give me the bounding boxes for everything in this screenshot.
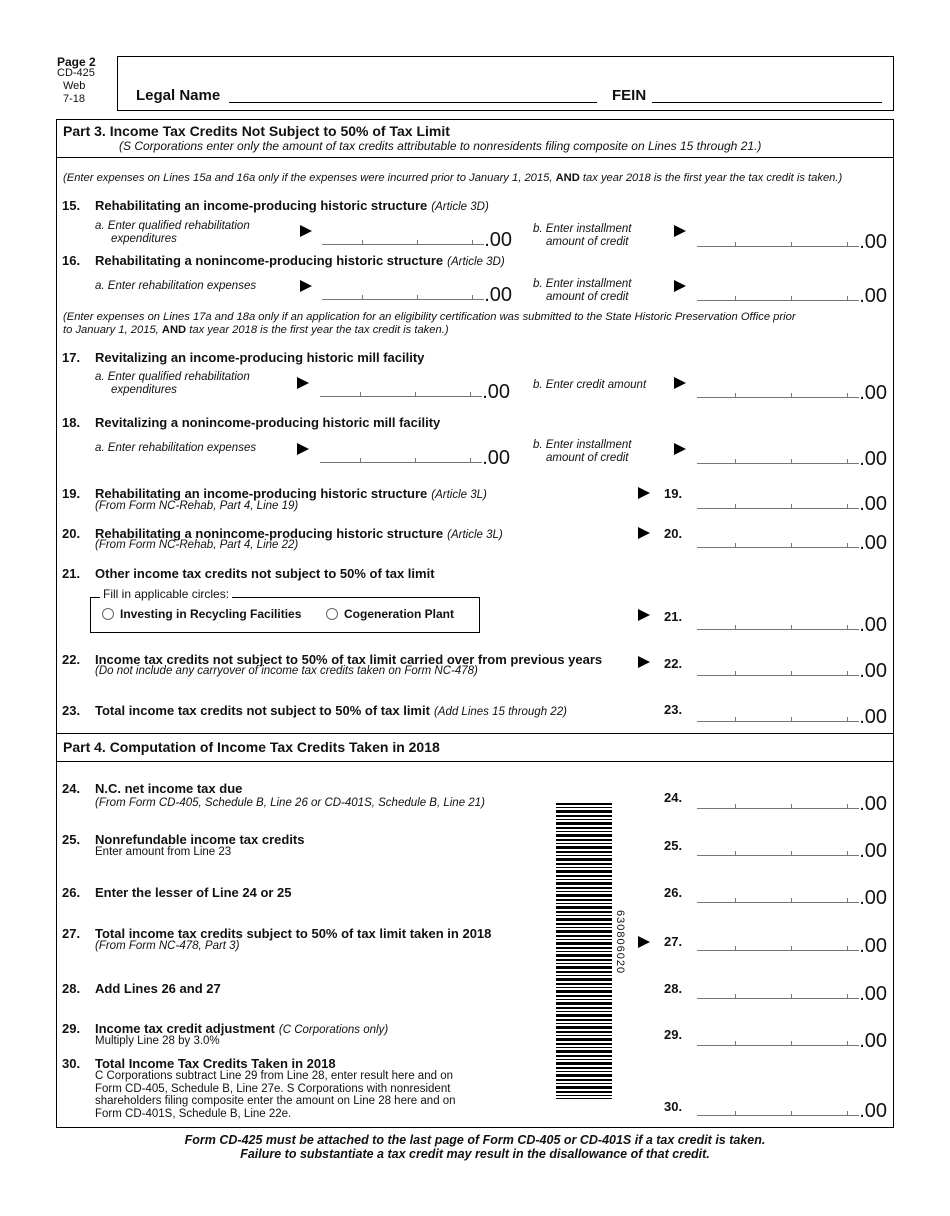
line-16a-label: a. Enter rehabilitation expenses (95, 280, 257, 292)
line-29-number: 29. (62, 1021, 81, 1036)
line-23-ref-label: 23. (664, 702, 683, 717)
line-18a-amount-field[interactable]: .00 (320, 444, 510, 466)
line-27-ref-label: 27. (664, 934, 683, 949)
line-24-title: N.C. net income tax due (95, 781, 243, 796)
form-edition: Web (63, 80, 86, 92)
part4-title: Part 4. Computation of Income Tax Credits Taken in 2018 (63, 739, 440, 755)
footer-line-2: Failure to substantiate a tax credit may result in the disallowance of that credit. (240, 1147, 710, 1161)
line-20-amount-field[interactable]: .00 (697, 529, 887, 551)
line-16-title: Rehabilitating a nonincome-producing historic structure (Article 3D) (95, 253, 505, 268)
line-26-number: 26. (62, 885, 81, 900)
line-20-number: 20. (62, 526, 81, 541)
line-24-subtext: (From Form CD-405, Schedule B, Line 26 or CD-401S, Schedule B, Line 21) (95, 797, 485, 809)
line-28-number: 28. (62, 981, 81, 996)
cogeneration-option[interactable]: Cogeneration Plant (326, 607, 454, 621)
line-27-subtext: (From Form NC-478, Part 3) (95, 940, 240, 952)
line-16a-amount-field[interactable]: .00 (322, 281, 512, 303)
line-29-title: Income tax credit adjustment (C Corporations only) (95, 1021, 389, 1036)
line-21-number: 21. (62, 566, 81, 581)
line-24-number: 24. (62, 781, 81, 796)
line-15b-label: b. Enter installment amount of credit (533, 223, 632, 248)
line-22-number: 22. (62, 652, 81, 667)
line-23-amount-field[interactable]: .00 (697, 703, 887, 725)
line-17-number: 17. (62, 350, 81, 365)
line-18a-label: a. Enter rehabilitation expenses (95, 442, 257, 454)
line-18b-label: b. Enter installment amount of credit (533, 439, 632, 464)
line-17b-arrow-icon (674, 377, 686, 389)
part4-top-divider (56, 733, 894, 734)
line-26-title: Enter the lesser of Line 24 or 25 (95, 885, 292, 900)
part3-note-2: (Enter expenses on Lines 17a and 18a only if an application for an eligibility certification was submitted to the State Historic Preservation Office prior to January 1, 2015, AND tax year 2018 is the first year the tax credit is taken.) (63, 311, 796, 336)
line-20-ref-label: 20. (664, 526, 683, 541)
line-28-title: Add Lines 26 and 27 (95, 981, 221, 996)
line-25-ref-label: 25. (664, 838, 683, 853)
barcode-number: 630806020 (614, 910, 626, 975)
fein-label: FEIN (612, 87, 647, 104)
line-17a-label: a. Enter qualified rehabilitation expenditures (95, 371, 250, 396)
line-19-ref-label: 19. (664, 486, 683, 501)
line-30-title: Total Income Tax Credits Taken in 2018 (95, 1056, 336, 1071)
line-30-number: 30. (62, 1056, 81, 1071)
line-21-ref-label: 21. (664, 609, 683, 624)
line-21-fill-label: Fill in applicable circles: (100, 587, 232, 601)
line-21-title: Other income tax credits not subject to 50% of tax limit (95, 566, 435, 581)
line-21-amount-field[interactable]: .00 (697, 611, 887, 633)
line-22-ref-label: 22. (664, 656, 683, 671)
line-22-subtext: (Do not include any carryover of income tax credits taken on Form NC-478) (95, 665, 478, 677)
line-22-amount-field[interactable]: .00 (697, 657, 887, 679)
line-30-amount-field[interactable]: .00 (697, 1097, 887, 1119)
line-15a-arrow-icon (300, 225, 312, 237)
fein-field[interactable] (652, 102, 882, 103)
line-29-amount-field[interactable]: .00 (697, 1027, 887, 1049)
line-16-number: 16. (62, 253, 81, 268)
line-19-title: Rehabilitating an income-producing historic structure (Article 3L) (95, 486, 487, 501)
line-22-arrow-icon (638, 656, 650, 668)
line-17a-amount-field[interactable]: .00 (320, 378, 510, 400)
line-24-ref-label: 24. (664, 790, 683, 805)
line-28-amount-field[interactable]: .00 (697, 980, 887, 1002)
line-20-title: Rehabilitating a nonincome-producing historic structure (Article 3L) (95, 526, 503, 541)
part4-bottom-divider (56, 761, 894, 762)
legal-name-label: Legal Name (136, 87, 221, 104)
line-24-amount-field[interactable]: .00 (697, 790, 887, 812)
part3-subtitle: (S Corporations enter only the amount of tax credits attributable to nonresidents filing composite on Lines 15 through 21.) (119, 139, 762, 153)
line-15a-amount-field[interactable]: .00 (322, 226, 512, 248)
line-18-number: 18. (62, 415, 81, 430)
form-number: CD-425 (57, 67, 95, 79)
line-26-amount-field[interactable]: .00 (697, 884, 887, 906)
line-20-subtext: (From Form NC-Rehab, Part 4, Line 22) (95, 539, 299, 551)
line-17b-amount-field[interactable]: .00 (697, 379, 887, 401)
cogeneration-radio[interactable] (326, 608, 338, 620)
line-16a-arrow-icon (300, 280, 312, 292)
line-29-ref-label: 29. (664, 1027, 683, 1042)
recycling-radio[interactable] (102, 608, 114, 620)
line-16b-arrow-icon (674, 280, 686, 292)
line-15b-amount-field[interactable]: .00 (697, 228, 887, 250)
line-15a-label: a. Enter qualified rehabilitation expenditures (95, 220, 250, 245)
line-16b-amount-field[interactable]: .00 (697, 282, 887, 304)
line-18b-amount-field[interactable]: .00 (697, 445, 887, 467)
line-16b-label: b. Enter installment amount of credit (533, 278, 632, 303)
recycling-option[interactable]: Investing in Recycling Facilities (102, 607, 301, 621)
line-19-subtext: (From Form NC-Rehab, Part 4, Line 19) (95, 500, 299, 512)
line-18-title: Revitalizing a nonincome-producing historic mill facility (95, 415, 441, 430)
line-23-number: 23. (62, 703, 81, 718)
line-27-arrow-icon (638, 936, 650, 948)
part3-title: Part 3. Income Tax Credits Not Subject to 50% of Tax Limit (63, 123, 450, 139)
part3-note-1: (Enter expenses on Lines 15a and 16a only if the expenses were incurred prior to January 1, 2015, AND tax year 2018 is the first year the tax credit is taken.) (63, 172, 843, 184)
line-15-number: 15. (62, 198, 81, 213)
line-26-ref-label: 26. (664, 885, 683, 900)
line-23-title: Total income tax credits not subject to 50% of tax limit (Add Lines 15 through 22) (95, 703, 567, 718)
line-25-amount-field[interactable]: .00 (697, 837, 887, 859)
line-27-title: Total income tax credits subject to 50% of tax limit taken in 2018 (95, 926, 492, 941)
line-15-title: Rehabilitating an income-producing historic structure (Article 3D) (95, 198, 489, 213)
line-27-number: 27. (62, 926, 81, 941)
line-29-subtext: Multiply Line 28 by 3.0% (95, 1035, 220, 1047)
line-20-arrow-icon (638, 527, 650, 539)
line-19-amount-field[interactable]: .00 (697, 490, 887, 512)
line-19-arrow-icon (638, 487, 650, 499)
page-label: Page 2 (57, 55, 96, 69)
line-17b-label: b. Enter credit amount (533, 379, 647, 391)
line-28-ref-label: 28. (664, 981, 683, 996)
line-30-subtext: C Corporations subtract Line 29 from Line 28, enter result here and on Form CD-405, Schedule B, Line 27e. S Corporations with nonresident shareholders filing composite enter the amount on Line 28 here and on Form CD-401S, Schedule B, Line 22e. (95, 1070, 456, 1120)
line-18a-arrow-icon (297, 443, 309, 455)
legal-name-field[interactable] (229, 102, 597, 103)
line-25-number: 25. (62, 832, 81, 847)
line-25-subtext: Enter amount from Line 23 (95, 846, 232, 858)
line-15b-arrow-icon (674, 225, 686, 237)
line-17a-arrow-icon (297, 377, 309, 389)
part3-divider (56, 157, 894, 158)
line-30-ref-label: 30. (664, 1099, 683, 1114)
line-17-title: Revitalizing an income-producing historic mill facility (95, 350, 425, 365)
line-19-number: 19. (62, 486, 81, 501)
line-27-amount-field[interactable]: .00 (697, 932, 887, 954)
line-18b-arrow-icon (674, 443, 686, 455)
form-date: 7-18 (63, 93, 86, 105)
line-25-title: Nonrefundable income tax credits (95, 832, 305, 847)
line-22-title: Income tax credits not subject to 50% of tax limit carried over from previous years (95, 652, 603, 667)
barcode (556, 803, 612, 1099)
line-21-arrow-icon (638, 609, 650, 621)
footer-line-1: Form CD-425 must be attached to the last page of Form CD-405 or CD-401S if a tax credit is taken. (184, 1133, 766, 1147)
